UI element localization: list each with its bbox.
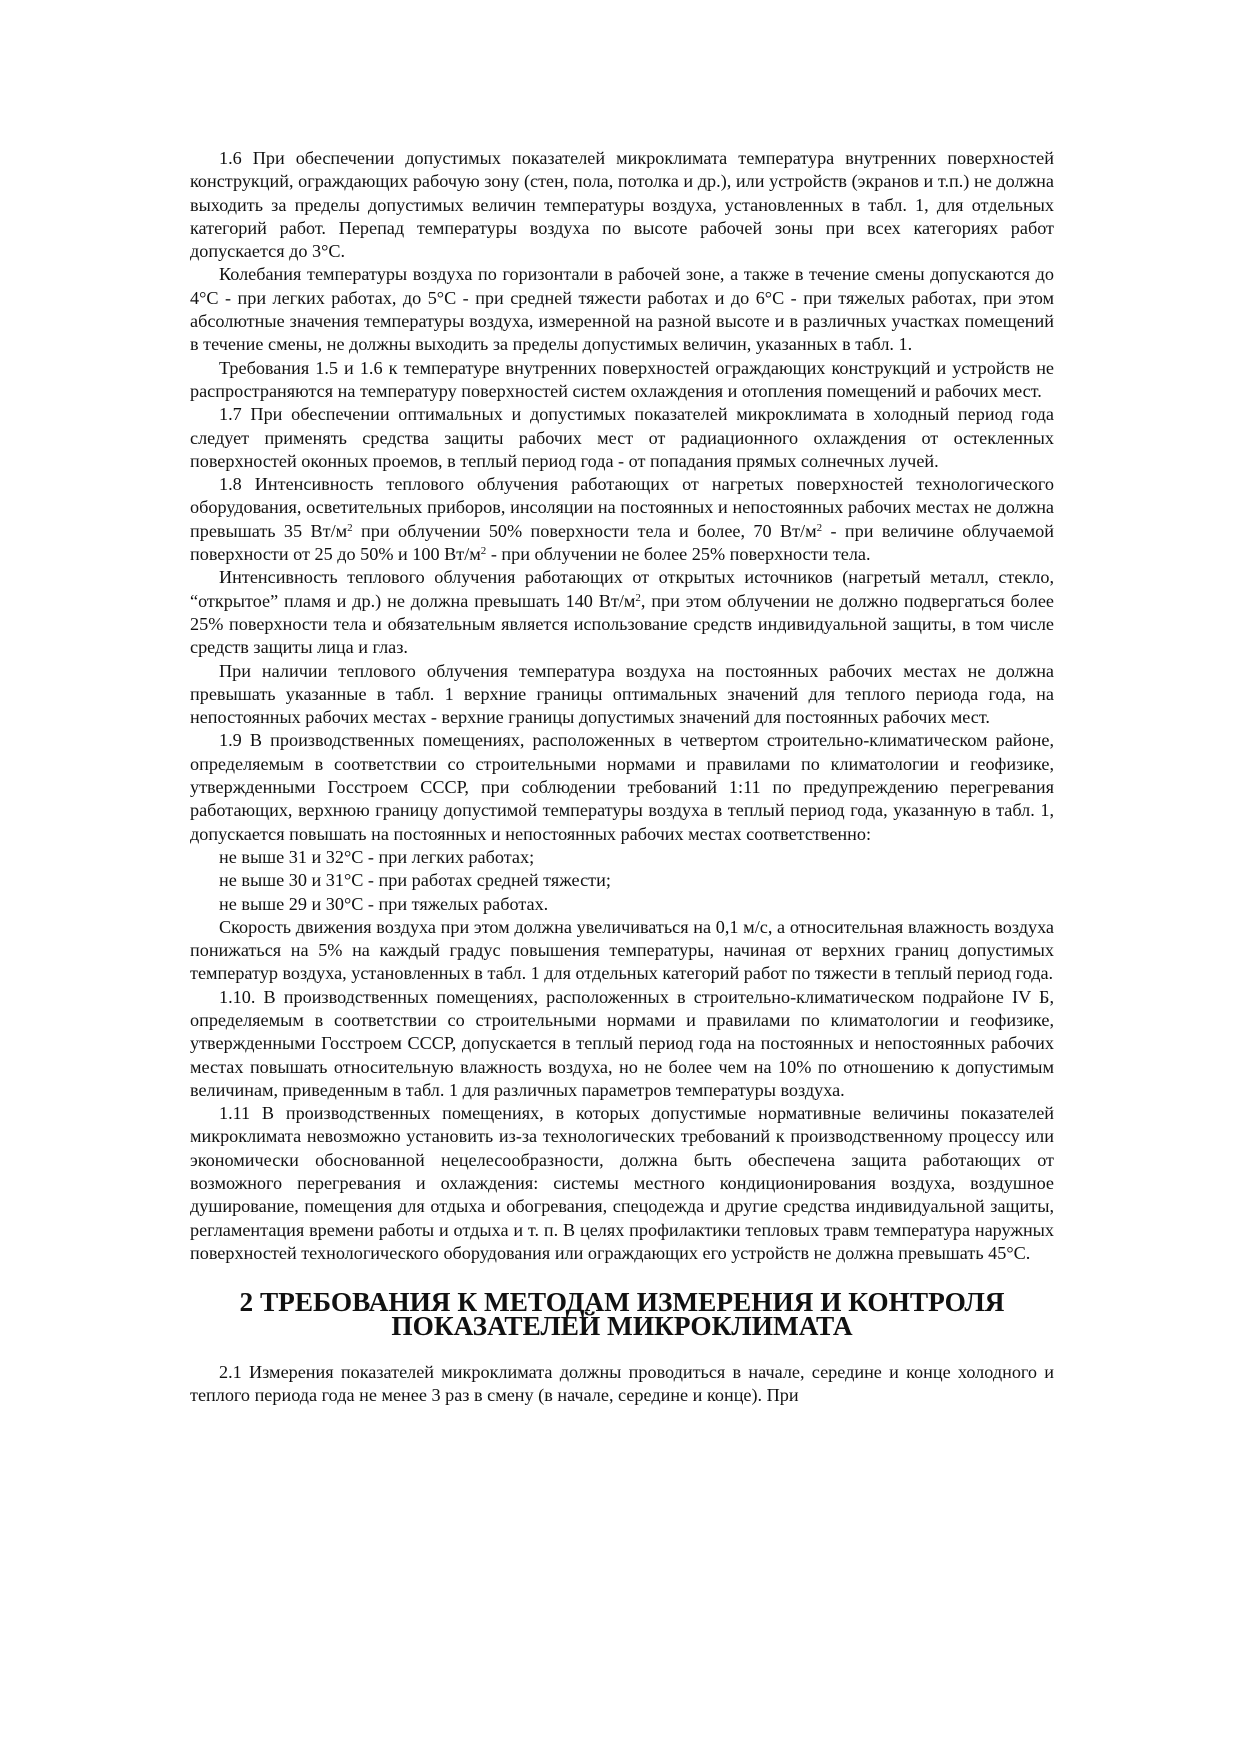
list-item: не выше 29 и 30°С - при тяжелых работах. — [219, 893, 549, 914]
section-2-heading: 2 ТРЕБОВАНИЯ К МЕТОДАМ ИЗМЕРЕНИЯ И КОНТРОЛЯ ПОКАЗАТЕЛЕЙ МИКРОКЛИМАТА — [239, 1287, 1005, 1341]
list-item: не выше 30 и 31°С - при работах средней тяжести; — [219, 870, 611, 891]
paragraph-open-sources-part2: , при этом облучении не должно подвергаться более 25% поверхности тела и обязательным является использование средств индивидуальной защиты, в том числе средств защиты лица и глаз. — [190, 590, 1054, 658]
paragraph-1-8 — [190, 473, 1054, 566]
paragraph-requirements-1-5-1-6: Требования 1.5 и 1.6 к температуре внутренних поверхностей ограждающих конструкций и устройств не распространяются на температуру поверхностей систем охлаждения и отопления помещений и рабочих мест. — [190, 357, 1054, 401]
paragraph-open-sources-part1: Интенсивность теплового облучения работающих от открытых источников (нагретый металл, стекло, “открытое” пламя и др.) не должна превышать 140 Вт/м — [190, 567, 1054, 611]
paragraph-1-8-part2: при облучении 50% поверхности тела и более, 70 Вт/м — [352, 520, 817, 541]
paragraph-1-7: 1.7 При обеспечении оптимальных и допустимых показателей микроклимата в холодный период года следует применять средства защиты рабочих мест от радиационного охлаждения от остекленных поверхностей оконных проемов, в теплый период года - от попадания прямых солнечных лучей. — [190, 404, 1054, 471]
paragraph-thermal-exposure: При наличии теплового облучения температура воздуха на постоянных рабочих местах не должна превышать указанные в табл. 1 верхние границы оптимальных значений для теплого периода года, на непостоянных рабочих местах - верхние границы допустимых значений для постоянных рабочих мест. — [190, 660, 1054, 728]
paragraph-1-8-part4: - при облучении не более 25% поверхности тела. — [486, 544, 871, 565]
paragraph-1-8-part1: 1.8 Интенсивность теплового облучения работающих от нагретых поверхностей технологического оборудования, осветительных приборов, инсоляции на постоянных и непостоянных рабочих местах не должна превышать 35 Вт/м — [190, 474, 1054, 541]
superscript-2: 2 — [347, 521, 353, 534]
paragraph-air-speed: Скорость движения воздуха при этом должна увеличиваться на 0,1 м/с, а относительная влажность воздуха понижаться на 5% на каждый градус повышения температуры, начиная от верхних границ допустимых температур воздуха, установленных в табл. 1 для отдельных категорий работ по тяжести в теплый период года. — [190, 916, 1054, 984]
paragraph-2-1: 2.1 Измерения показателей микроклимата должны проводиться в начале, середине и конце холодного и теплого периода года не менее 3 раз в смену (в начале, середине и конце). При — [190, 1361, 1054, 1406]
paragraph-1-10: 1.10. В производственных помещениях, расположенных в строительно-климатическом подрайоне IV Б, определяемым в соответствии со строительными нормами и правилами по климатологии и геофизике, утвержденными Госстроем СССР, допускается в теплый период года на постоянных и непостоянных рабочих местах повышать относительную влажность воздуха, но не более чем на 10% по отношению к допустимым величинам, приведенным в табл. 1 для различных параметров температуры воздуха. — [190, 986, 1054, 1100]
paragraph-open-sources — [190, 566, 1054, 659]
paragraph-1-11: 1.11 В производственных помещениях, в которых допустимые нормативные величины показателей микроклимата невозможно установить из-за технологических требований к производственному процессу или экономически обоснованной нецелесообразности, должна быть обеспечена защита работающих от возможного перегревания и охлаждения: системы местного кондиционирования воздуха, воздушное душирование, помещения для отдыха и обогревания, спецодежда и другие средства индивидуальной защиты, регламентация времени работы и отдыха и т. п. В целях профилактики тепловых травм температура наружных поверхностей технологического оборудования или ограждающих его устройств не должна превышать 45°С. — [190, 1103, 1054, 1263]
document-page — [190, 147, 1054, 1407]
superscript-2: 2 — [816, 521, 823, 534]
superscript-2: 2 — [480, 545, 487, 558]
paragraph-1-9: 1.9 В производственных помещениях, расположенных в четвертом строительно-климатическом районе, определяемым в соответствии со строительными нормами и правилами по климатологии и геофизике, утвержденными Госстроем СССР, при соблюдении требований 1:11 по предупреждению перегревания работающих, верхнюю границу допустимой температуры воздуха в теплый период года, указанную в табл. 1, допускается повышать на постоянных и непостоянных рабочих местах соответственно: — [190, 730, 1054, 844]
superscript-2: 2 — [635, 591, 641, 604]
paragraph-temperature-fluctuation: Колебания температуры воздуха по горизонтали в рабочей зоне, а также в течение смены допускаются до 4°С - при легких работах, до 5°С - при средней тяжести работах и до 6°С - при тяжелых работах, при этом абсолютные значения температуры воздуха, измеренной на разной высоте и в различных участках помещений в течение смены, не должны выходить за пределы допустимых величин, указанных в табл. 1. — [190, 264, 1054, 355]
paragraph-1-6: 1.6 При обеспечении допустимых показателей микроклимата температура внутренних поверхностей конструкций, ограждающих рабочую зону (стен, пола, потолка и др.), или устройств (экранов и т.п.) не должна выходить за пределы допустимых величин температуры воздуха, установленных в табл. 1, для отдельных категорий работ. Перепад температуры воздуха по высоте рабочей зоны при всех категориях работ допускается до 3°С. — [190, 148, 1054, 262]
paragraph-1-8-part3: - при величине облучаемой поверхности от 25 до 50% и 100 Вт/м — [190, 520, 1054, 565]
list-item: не выше 31 и 32°С - при легких работах; — [219, 846, 535, 867]
